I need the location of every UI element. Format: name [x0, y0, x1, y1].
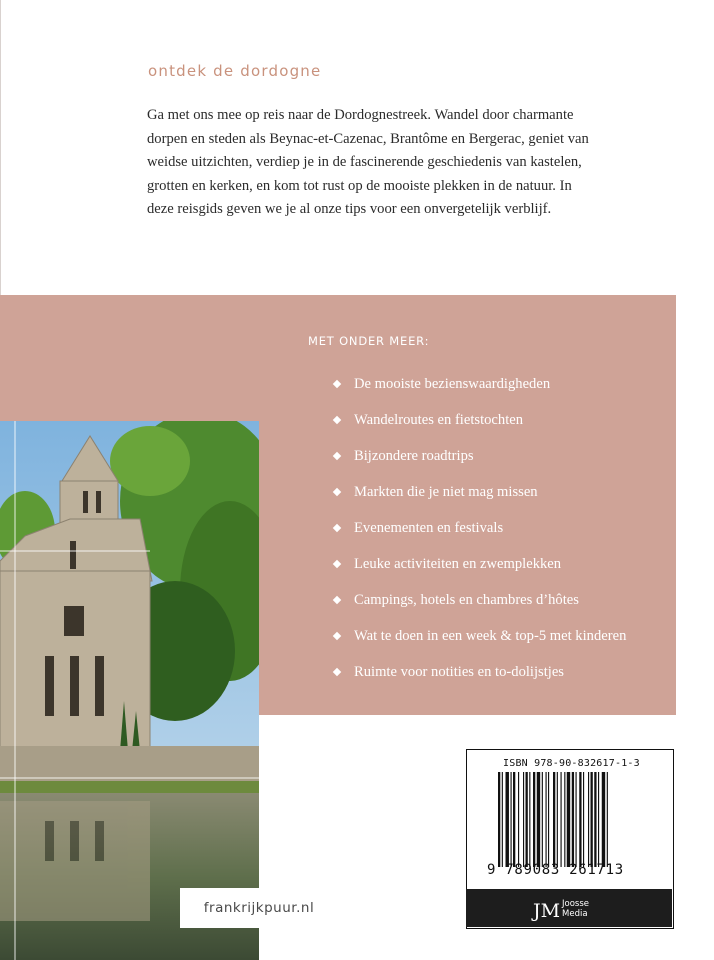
feature-item — [334, 402, 626, 438]
feature-label: Ruimte voor notities en to-dolijstjes — [354, 663, 564, 680]
feature-label: Evenementen en festivals — [354, 519, 504, 536]
diamond-bullet-icon — [333, 560, 341, 568]
features-title: MET ONDER MEER: — [308, 334, 430, 348]
diamond-bullet-icon — [333, 596, 341, 604]
feature-label: Campings, hotels en chambres d’hôtes — [354, 591, 579, 608]
barcode-icon — [498, 772, 644, 867]
feature-item — [334, 366, 626, 402]
feature-item — [334, 438, 626, 474]
feature-item — [334, 546, 626, 582]
diamond-bullet-icon — [333, 524, 341, 532]
publisher-name-line2: Media — [562, 909, 588, 919]
publisher-name-line1: Joosse — [562, 899, 589, 909]
feature-item — [334, 654, 626, 690]
feature-label: Bijzondere roadtrips — [354, 447, 474, 464]
diamond-bullet-icon — [333, 380, 341, 388]
publisher-logo-mark: JM — [533, 900, 561, 922]
diamond-bullet-icon — [333, 416, 341, 424]
diamond-bullet-icon — [333, 632, 341, 640]
diamond-bullet-icon — [333, 488, 341, 496]
diamond-bullet-icon — [333, 452, 341, 460]
feature-label: Markten die je niet mag missen — [354, 483, 538, 500]
publisher-name — [562, 899, 589, 919]
ean-number: 9 789083 261713 — [487, 862, 624, 878]
isbn-label: ISBN 978-90-832617-1-3 — [503, 758, 640, 769]
feature-item — [334, 510, 626, 546]
website-label: frankrijkpuur.nl — [180, 888, 338, 928]
feature-label: De mooiste bezienswaardigheden — [354, 375, 551, 392]
intro-paragraph: Ga met ons mee op reis naar de Dordognestreek. Wandel door charmante dorpen en steden als Beynac-et-Cazenac, Brantôme en Bergerac, geniet van weidse uitzichten, verdiep je in de fascinerende geschiedenis van kastelen, grotten en kerken, en kom tot rust op de mooiste plekken in de natuur. In deze reisgids geven we je al onze tips voor een onvergetelijk verblijf. — [147, 107, 589, 217]
feature-label: Wandelroutes en fietstochten — [354, 411, 524, 428]
feature-label: Wat te doen in een week & top-5 met kinderen — [354, 627, 627, 644]
feature-item — [334, 618, 626, 654]
abbey-river-photo — [0, 421, 259, 960]
diamond-bullet-icon — [333, 668, 341, 676]
section-heading: ontdek de dordogne — [148, 62, 322, 80]
feature-label: Leuke activiteiten en zwemplekken — [354, 555, 562, 572]
feature-item — [334, 582, 626, 618]
feature-item — [334, 474, 626, 510]
features-list — [334, 366, 626, 690]
